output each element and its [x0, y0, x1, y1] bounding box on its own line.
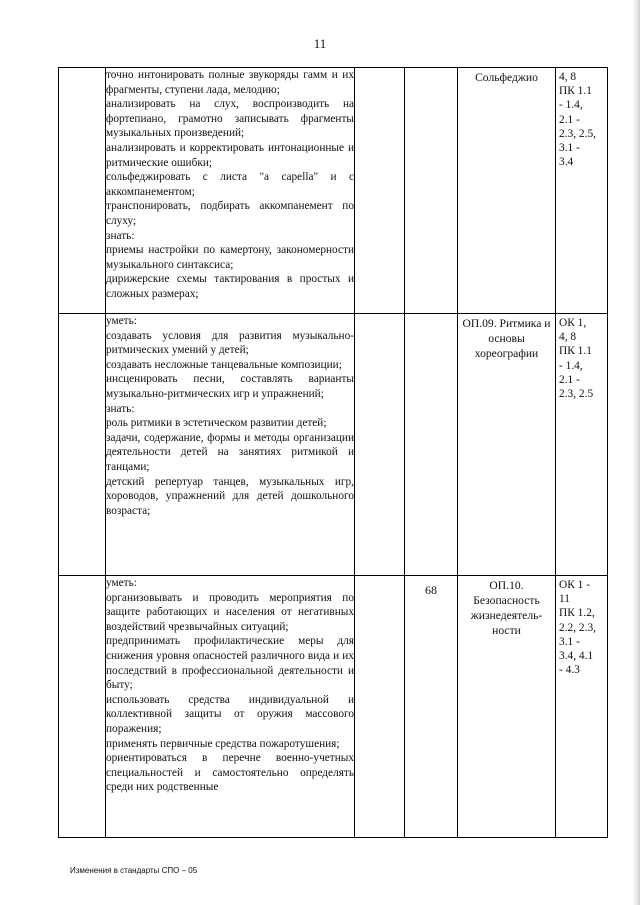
competency-line: - 4.3	[559, 664, 580, 677]
requirement-line: знать:	[106, 229, 135, 242]
requirement-line: предпринимать профилактические меры для снижения уровня опасностей различного вида и их последствий в профессиональной деятельности и быту;	[106, 635, 354, 692]
hours-cell: 68	[405, 576, 458, 838]
table-row	[59, 576, 608, 838]
requirement-line: детский репертуар танцев, музыкальных игр, хороводов, упражнений для детей дошкольного возраста;	[106, 475, 354, 517]
hours-cell	[405, 68, 458, 314]
index-cell	[59, 68, 106, 314]
requirement-line: знать:	[106, 402, 135, 415]
competency-line: 2.1 -	[559, 373, 580, 386]
competency-line: ОК 1 -	[559, 579, 591, 591]
discipline-cell: ОП.10. Безопасность жизнедеятель-ности	[458, 576, 556, 838]
requirement-line: задачи, содержание, формы и методы организации деятельности детей на занятиях ритмикой и танцами;	[106, 431, 354, 473]
requirements-cell	[106, 576, 355, 838]
competency-line: 3.1 -	[559, 635, 580, 648]
requirement-line: инсценировать песни, составлять варианты музыкально-ритмических игр и упражнений;	[106, 373, 354, 400]
requirement-line: транспонировать, подбирать аккомпанемент по слуху;	[106, 200, 354, 227]
empty-cell	[355, 576, 405, 838]
hours-cell	[405, 314, 458, 576]
requirement-line: сольфеджировать с листа "a capella" и с аккомпанементом;	[106, 171, 354, 198]
competency-line: 2.3, 2.5	[559, 388, 594, 401]
requirement-line: уметь:	[106, 315, 137, 327]
requirement-line: дирижерские схемы тактирования в простых и сложных размерах;	[106, 273, 354, 300]
competencies-cell	[556, 314, 608, 576]
requirements-cell	[106, 68, 355, 314]
requirement-line: точно интонировать полные звукоряды гамм и их фрагменты, ступени лада, мелодию;	[106, 69, 354, 96]
competency-line: ПК 1.1	[559, 345, 592, 358]
scan-edge-shadow	[632, 0, 640, 905]
competencies-cell	[556, 576, 608, 838]
requirement-line: анализировать и корректировать интонационные и ритмические ошибки;	[106, 141, 354, 169]
discipline-cell: Сольфеджио	[458, 68, 556, 314]
competency-line: - 1.4,	[559, 359, 583, 372]
empty-cell	[355, 68, 405, 314]
footer-note: Изменения в стандарты СПО – 05	[70, 866, 198, 875]
requirement-line: ориентироваться в перечне военно-учетных специальностей и самостоятельно определять среди них родственные	[106, 752, 354, 794]
requirement-line: использовать средства индивидуальной и коллективной защиты от оружия массового поражения;	[106, 693, 354, 735]
requirement-line: применять первичные средства пожаротушения;	[106, 737, 340, 750]
standards-table	[58, 67, 608, 838]
empty-cell	[355, 314, 405, 576]
competencies-cell	[556, 68, 608, 314]
table-row	[59, 314, 608, 576]
competency-line: 2.1 -	[559, 113, 580, 126]
index-cell	[59, 576, 106, 838]
table-row	[59, 68, 608, 314]
index-cell	[59, 314, 106, 576]
requirement-line: роль ритмики в эстетическом развитии детей;	[106, 417, 327, 430]
competency-line: ПК 1.1	[559, 85, 592, 98]
requirement-line: создавать несложные танцевальные композиции;	[106, 358, 342, 371]
discipline-cell: ОП.09. Ритмика и основы хореографии	[458, 314, 556, 576]
requirement-line: уметь:	[106, 577, 137, 589]
competency-line: 2.3, 2.5,	[559, 127, 597, 140]
page-number: 11	[313, 36, 327, 51]
competency-line: ОК 1,	[559, 317, 587, 329]
competency-line: 4, 8	[559, 331, 577, 344]
competency-line: 2.2, 2.3,	[559, 621, 597, 634]
requirement-line: создавать условия для развития музыкально-ритмических умений у детей;	[106, 329, 354, 357]
competency-line: 3.4	[559, 156, 574, 169]
competency-line: 3.4, 4.1	[559, 650, 594, 663]
competency-line: 4, 8	[559, 71, 577, 83]
competency-line: 11	[559, 593, 570, 606]
competency-line: ПК 1.2,	[559, 607, 595, 620]
requirement-line: приемы настройки по камертону, закономерности музыкального синтаксиса;	[106, 244, 354, 271]
requirement-line: организовывать и проводить мероприятия по защите работающих и населения от негативных воздействий чрезвычайных ситуаций;	[106, 591, 354, 633]
competency-line: - 1.4,	[559, 99, 583, 112]
requirement-line: анализировать на слух, воспроизводить на фортепиано, грамотно записывать фрагменты музыкальных произведений;	[106, 98, 354, 140]
competency-line: 3.1 -	[559, 142, 580, 155]
requirements-cell	[106, 314, 355, 576]
